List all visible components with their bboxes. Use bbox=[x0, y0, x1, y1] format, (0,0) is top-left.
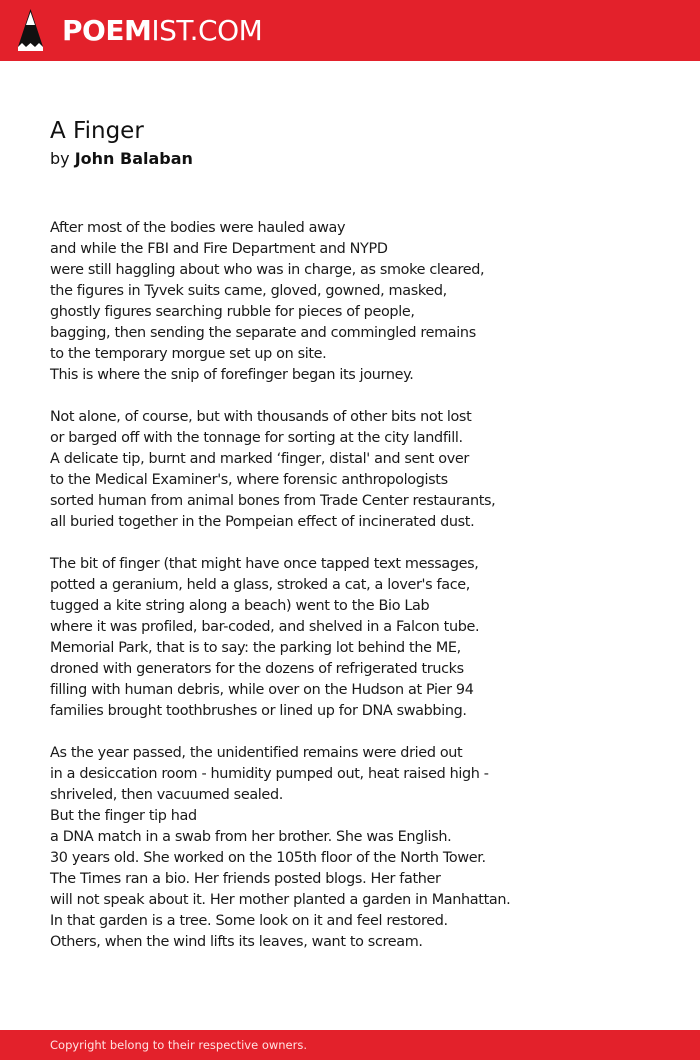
poem-stanza bbox=[50, 743, 670, 953]
poem-stanza bbox=[50, 218, 670, 386]
poem-line: all buried together in the Pompeian effect of incinerated dust. bbox=[50, 514, 475, 530]
poem-line: But the finger tip had bbox=[50, 808, 197, 824]
poem-line: droned with generators for the dozens of refrigerated trucks bbox=[50, 661, 464, 677]
poem-line: filling with human debris, while over on the Hudson at Pier 94 bbox=[50, 682, 474, 698]
site-header bbox=[0, 0, 700, 61]
poem-line: were still haggling about who was in charge, as smoke cleared, bbox=[50, 262, 485, 278]
poem-line: to the temporary morgue set up on site. bbox=[50, 346, 327, 362]
poem-line: and while the FBI and Fire Department and NYPD bbox=[50, 241, 388, 257]
poem-line: potted a geranium, held a glass, stroked a cat, a lover's face, bbox=[50, 577, 471, 593]
poem-line: Not alone, of course, but with thousands of other bits not lost bbox=[50, 409, 472, 425]
poem-line: will not speak about it. Her mother planted a garden in Manhattan. bbox=[50, 892, 511, 908]
byline-prefix: by bbox=[50, 149, 70, 168]
site-logo[interactable] bbox=[62, 13, 262, 49]
poem-line: families brought toothbrushes or lined up for DNA swabbing. bbox=[50, 703, 467, 719]
poem-line: in a desiccation room - humidity pumped out, heat raised high - bbox=[50, 766, 489, 782]
poem-line: a DNA match in a swab from her brother. She was English. bbox=[50, 829, 452, 845]
poem-stanza bbox=[50, 554, 670, 722]
poem-line: A delicate tip, burnt and marked ‘finger, distal' and sent over bbox=[50, 451, 469, 467]
poem-line: tugged a kite string along a beach) went to the Bio Lab bbox=[50, 598, 430, 614]
poem-line: 30 years old. She worked on the 105th floor of the North Tower. bbox=[50, 850, 486, 866]
pencil-logo-icon[interactable] bbox=[18, 9, 43, 51]
poem-line: to the Medical Examiner's, where forensic anthropologists bbox=[50, 472, 448, 488]
poem-line: After most of the bodies were hauled away bbox=[50, 220, 346, 236]
poem-line: where it was profiled, bar-coded, and shelved in a Falcon tube. bbox=[50, 619, 480, 635]
poem-line: shriveled, then vacuumed sealed. bbox=[50, 787, 283, 803]
logo-light-text: IST.COM bbox=[151, 14, 263, 47]
poem-line: ghostly figures searching rubble for pieces of people, bbox=[50, 304, 415, 320]
poem-line: the figures in Tyvek suits came, gloved, gowned, masked, bbox=[50, 283, 447, 299]
poem-line: The bit of finger (that might have once tapped text messages, bbox=[50, 556, 479, 572]
poem-line: sorted human from animal bones from Trade Center restaurants, bbox=[50, 493, 496, 509]
logo-bold-text: POEM bbox=[62, 14, 152, 47]
poem-line: or barged off with the tonnage for sorting at the city landfill. bbox=[50, 430, 463, 446]
poem-line: The Times ran a bio. Her friends posted blogs. Her father bbox=[50, 871, 441, 887]
poem-author: John Balaban bbox=[74, 149, 193, 168]
poem-line: This is where the snip of forefinger began its journey. bbox=[50, 367, 414, 383]
poem-title: A Finger bbox=[50, 118, 144, 144]
poem-line: bagging, then sending the separate and commingled remains bbox=[50, 325, 476, 341]
poem-body bbox=[50, 218, 670, 974]
copyright-notice: Copyright belong to their respective owners. bbox=[50, 1038, 308, 1052]
poem-line: Others, when the wind lifts its leaves, want to scream. bbox=[50, 934, 423, 950]
poem-stanza bbox=[50, 407, 670, 533]
site-footer bbox=[0, 1030, 700, 1060]
poem-line: Memorial Park, that is to say: the parking lot behind the ME, bbox=[50, 640, 461, 656]
poem-line: In that garden is a tree. Some look on it and feel restored. bbox=[50, 913, 448, 929]
poem-byline bbox=[50, 148, 193, 170]
poem-line: As the year passed, the unidentified remains were dried out bbox=[50, 745, 463, 761]
